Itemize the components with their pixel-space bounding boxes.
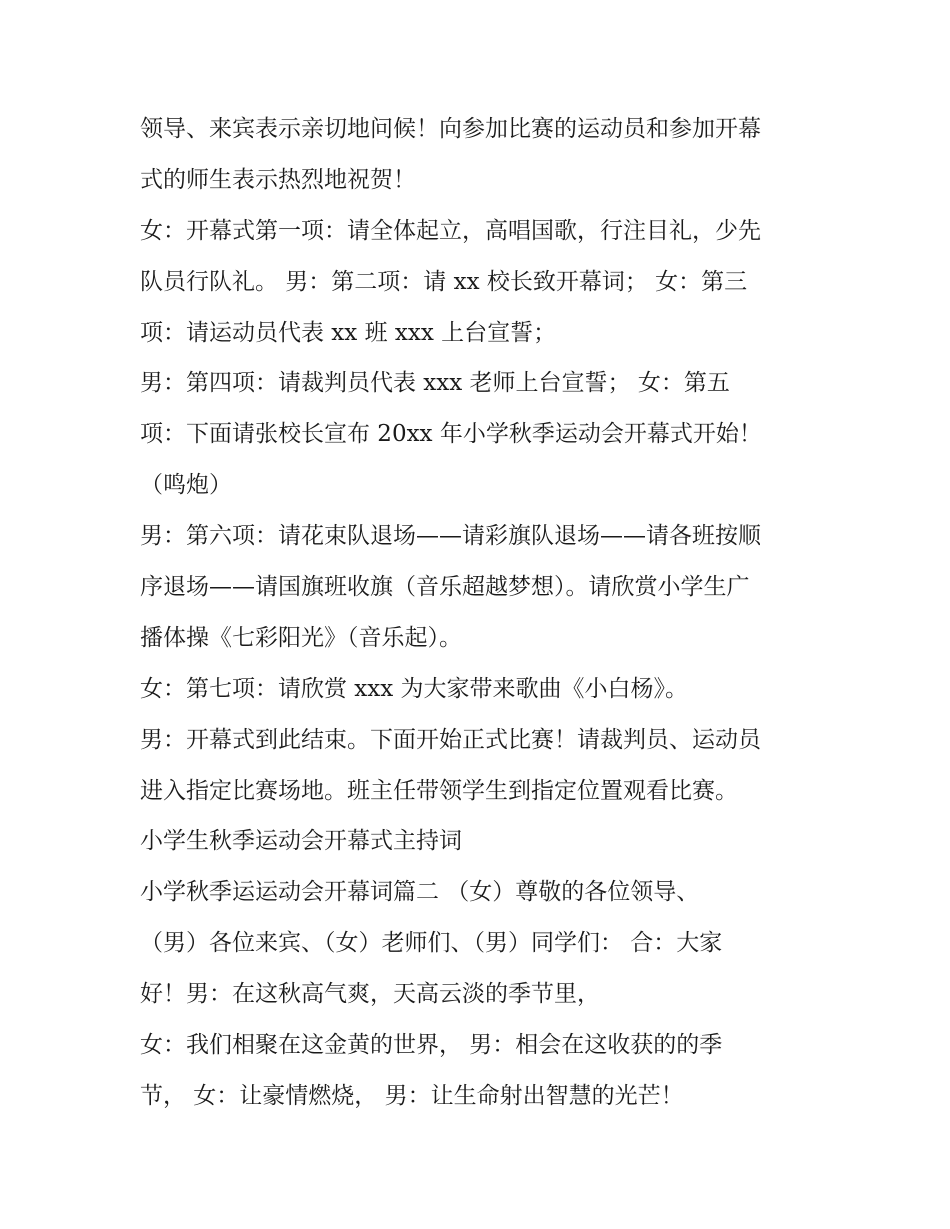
document-body <box>140 104 830 1122</box>
text-line: 式的师生表示热烈地祝贺！ <box>140 166 416 193</box>
section-title: 小学生秋季运动会开幕式主持词 <box>140 828 462 855</box>
text-line: 项：下面请张校长宣布 20xx 年小学秋季运动会开幕式开始！ <box>140 421 762 448</box>
text-line: 领导、来宾表示亲切地问候！向参加比赛的运动员和参加开幕 <box>140 116 761 142</box>
text-line: 播体操《七彩阳光》（音乐起）。 <box>140 624 462 651</box>
text-line: 序退场——请国旗班收旗（音乐超越梦想）。请欣赏小学生广 <box>140 574 750 601</box>
text-line: 女：开幕式第一项：请全体起立，高唱国歌，行注目礼，少先 <box>140 217 761 244</box>
text-line: 队员行队礼。 男：第二项：请 xx 校长致开幕词； 女：第三 <box>140 268 748 295</box>
text-line: 进入指定比赛场地。班主任带领学生到指定位置观看比赛。 <box>140 777 738 804</box>
text-line: 项：请运动员代表 xx 班 xxx 上台宣誓； <box>140 319 557 346</box>
text-line: 男：第四项：请裁判员代表 xxx 老师上台宣誓； 女：第五 <box>140 370 730 397</box>
text-line: 女：第七项：请欣赏 xxx 为大家带来歌曲《小白杨》。 <box>140 675 689 702</box>
text-line: 小学秋季运运动会开幕词篇二 （女）尊敬的各位领导、 <box>140 879 700 906</box>
text-line: 节， 女：让豪情燃烧， 男：让生命射出智慧的光芒！ <box>140 1082 684 1109</box>
text-line: 男：开幕式到此结束。下面开始正式比赛！请裁判员、运动员 <box>140 726 761 753</box>
text-line: （鸣炮） <box>140 472 232 499</box>
text-line: 女：我们相聚在这金黄的世界， 男：相会在这收获的的季 <box>140 1032 723 1059</box>
text-line: （男）各位来宾、（女）老师们、（男）同学们： 合：大家 <box>140 930 723 957</box>
text-line: 男：第六项：请花束队退场——请彩旗队退场——请各班按顺 <box>140 523 761 550</box>
text-line: 好！男：在这秋高气爽，天高云淡的季节里， <box>140 981 600 1008</box>
